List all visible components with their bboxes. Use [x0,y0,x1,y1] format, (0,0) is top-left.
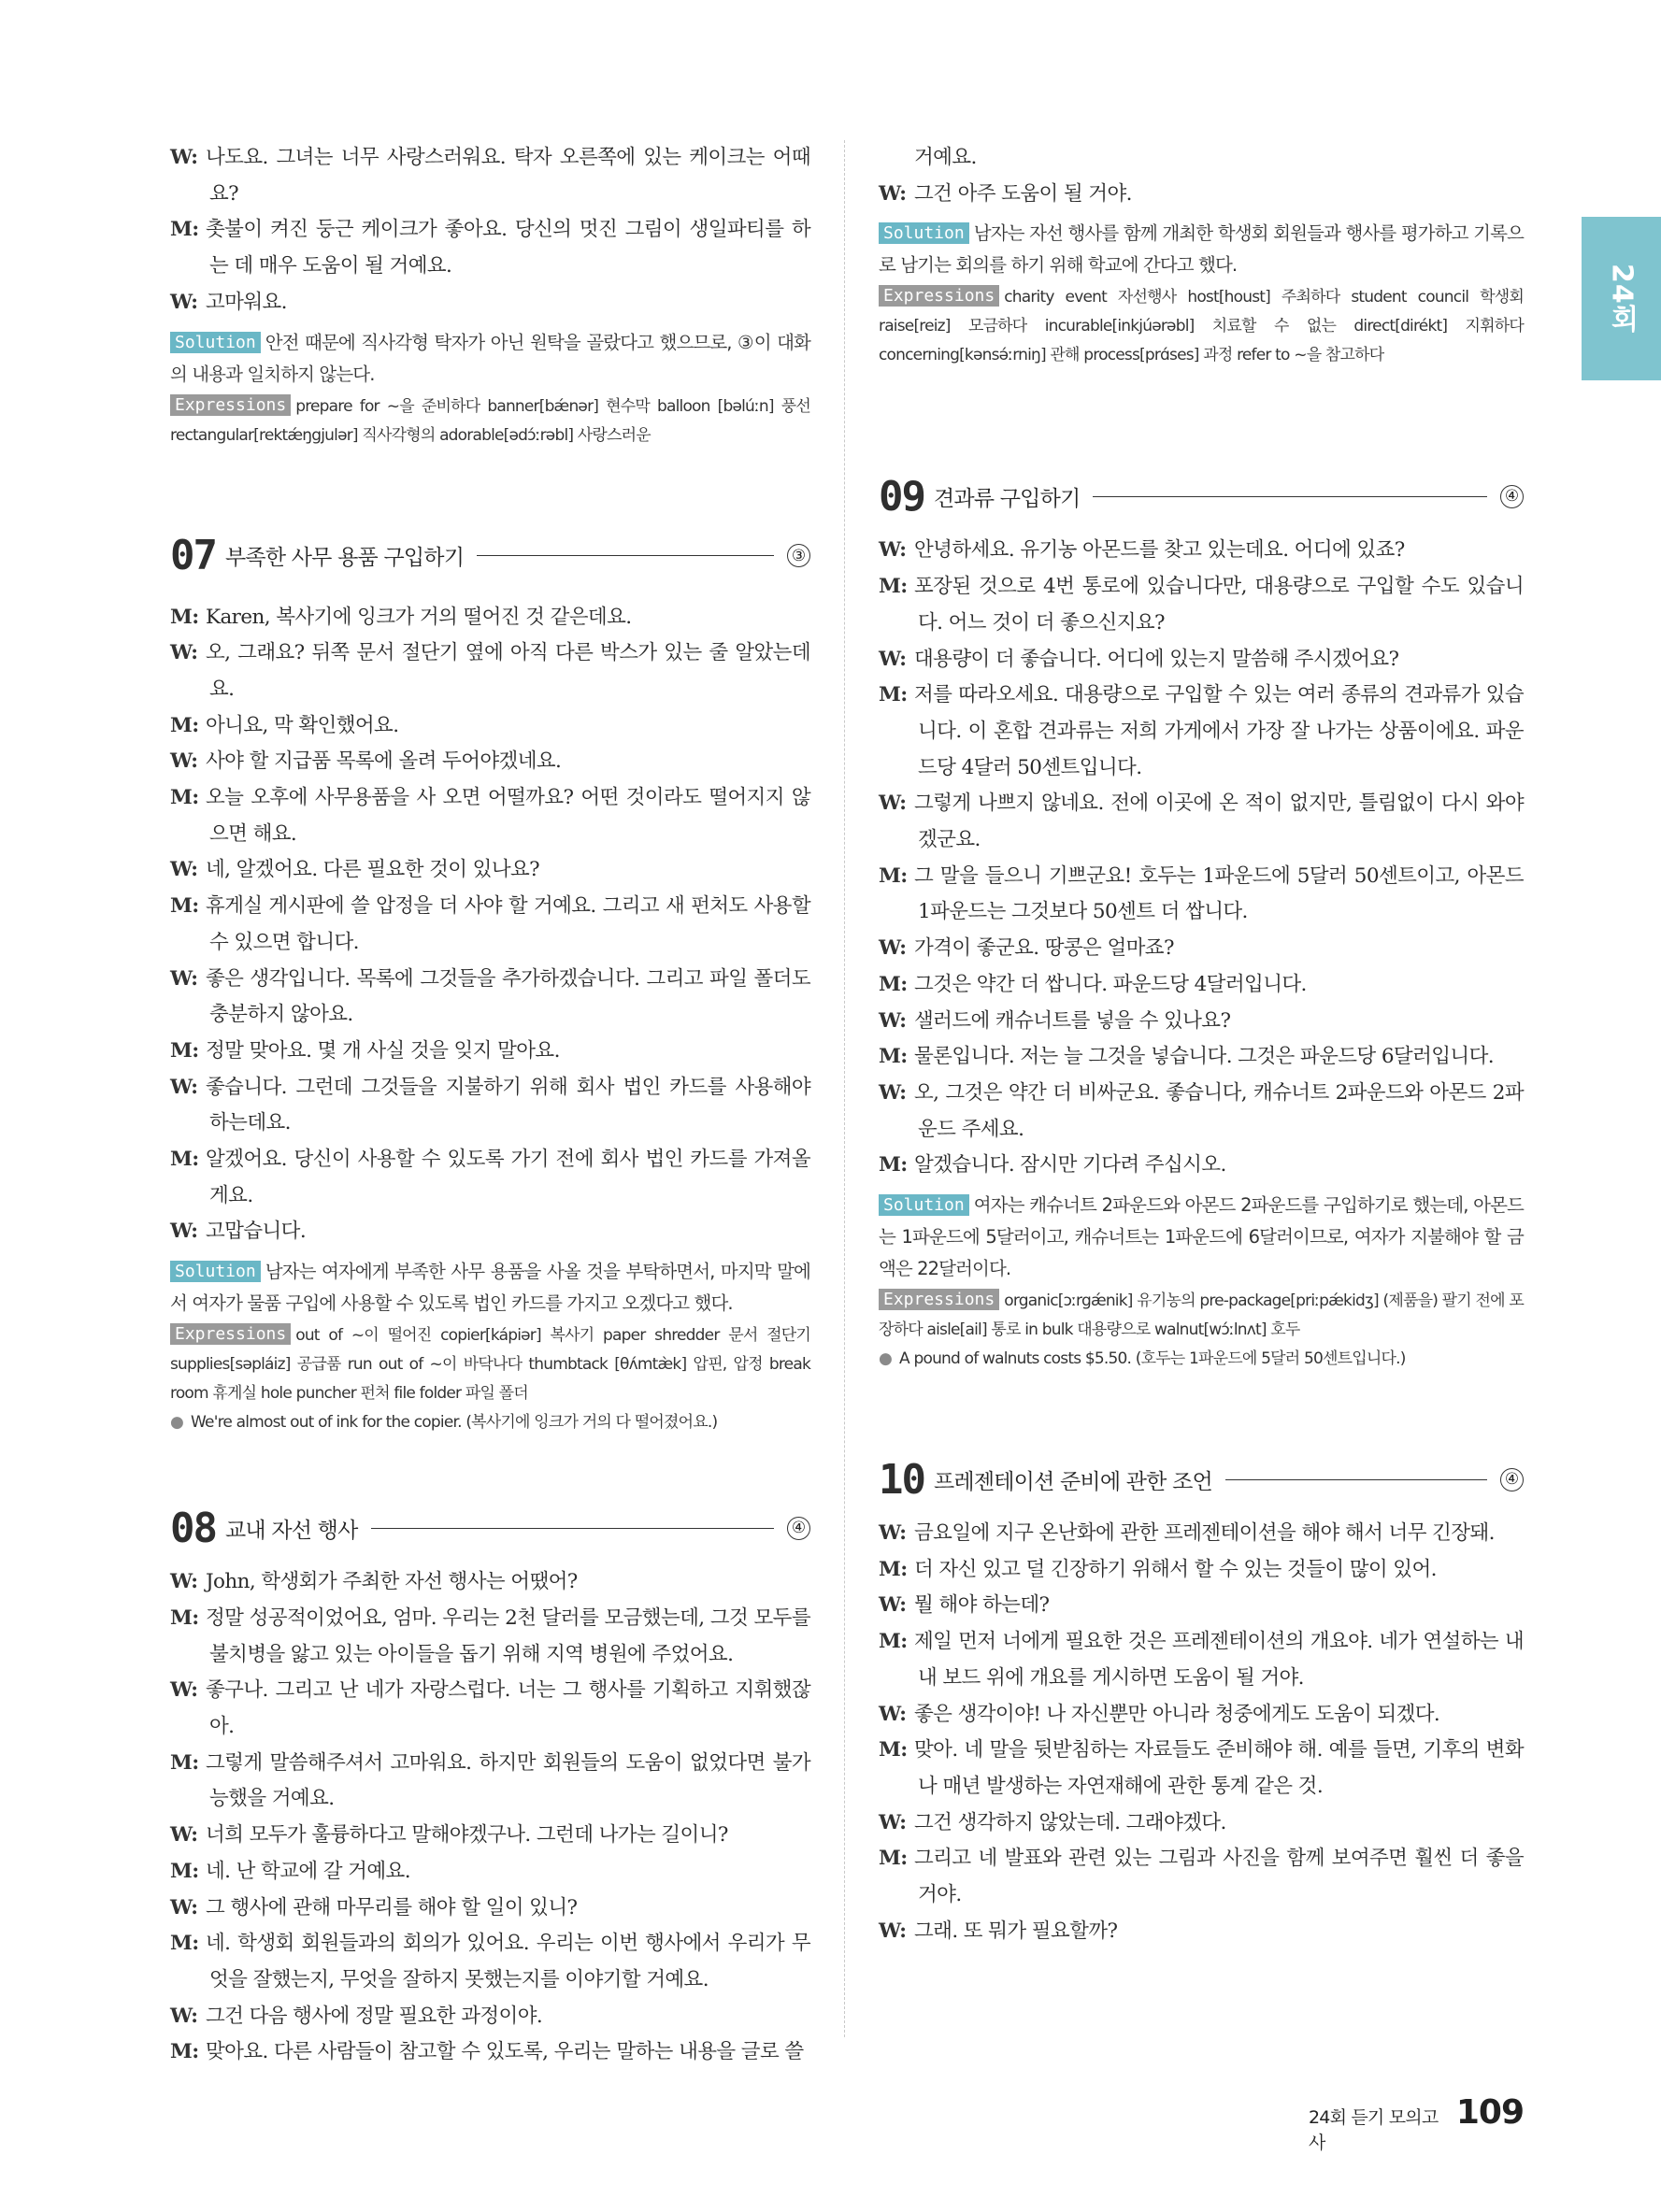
dialogue-line [879,1588,1524,1624]
question-title: 부족한 사무 용품 구입하기 [224,546,465,571]
speaker-label: M: [170,713,199,737]
speaker-label: M: [170,1750,199,1775]
dialogue-line [170,140,810,212]
dialogue-text: 그렇게 말씀해주셔서 고마워요. 하지만 회원들의 도움이 없었다면 불가능했을 거예요. [206,1750,810,1811]
solution-text: 남자는 자선 행사를 함께 개최한 학생회 회원들과 행사를 평가하고 기록으로 남기는 회의를 하기 위해 학교에 간다고 했다. [879,222,1524,277]
speaker-label: W: [879,792,907,816]
chapter-tab: 24회 [1582,217,1661,380]
header-rule [1093,496,1487,497]
dialogue-line [170,744,810,780]
bullet-icon: ● [879,1349,893,1369]
speaker-label: M: [170,1038,199,1063]
dialogue-line [879,1805,1524,1842]
speaker-label: W: [170,290,198,314]
expressions-tag: Expressions [879,285,999,307]
dialogue-line [170,1926,810,1998]
dialogue-line [879,177,1524,213]
speaker-label: M: [879,1045,908,1069]
dialogue-line [879,967,1524,1004]
header-rule [1225,1479,1487,1480]
speaker-label: W: [879,538,907,563]
dialogue-text: 그리고 네 발표와 관련 있는 그림과 사진을 함께 보여주면 훨씬 더 좋을 거야. [914,1847,1524,1907]
dialogue-line [170,212,810,284]
speaker-label: M: [879,972,908,996]
answer-circle: ④ [1500,1468,1524,1491]
column-divider [844,140,845,2037]
expressions-text: charity event 자선행사 host[houst] 주최하다 student council 학생회 raise[reiz] 모금하다 incurable[inkjúərəbl] 치료할 수 없는 direct[dirékt] 지휘하다 concerning[kənsə́ːrniŋ] 관해 process[prɑ́ses] 과정 refer to ~을 참고하다 [879,288,1524,365]
expressions-note [879,1287,1524,1345]
page-footer [1309,2093,1524,2154]
dialogue-line [170,1999,810,2035]
dialogue-line [170,600,810,636]
dialogue-line [879,1841,1524,1913]
dialogue-text: 포장된 것으로 4번 통로에 있습니다만, 대용량으로 구입할 수도 있습니다. 어느 것이 더 좋으신지요? [914,575,1524,635]
dialogue-text: 오늘 오후에 사무용품을 사 오면 어떨까요? 어떤 것이라도 떨어지지 않으면 해요. [206,786,810,846]
dialogue-text: 그건 아주 도움이 될 거야. [914,181,1132,206]
question-header-08 [170,1495,810,1561]
dialogue-text: 휴게실 게시판에 쓸 압정을 더 사야 할 거예요. 그리고 새 펀처도 사용할 수 있으면 합니다. [206,894,810,954]
dialogue-text: 가격이 좋군요. 땅콩은 얼마죠? [914,936,1174,961]
dialogue-line [170,1564,810,1601]
header-rule [477,555,774,556]
solution-text: 남자는 여자에게 부족한 사무 용품을 사올 것을 부탁하면서, 마지막 말에서 여자가 물품 구입에 사용할 수 있도록 법인 카드를 가지고 오겠다고 했다. [170,1261,810,1315]
dialogue-text: 사야 할 지급품 목록에 올려 두어야겠네요. [206,749,562,774]
dialogue-line [879,1076,1524,1148]
dialogue-line [170,1214,810,1250]
solution-text: 여자는 캐슈너트 2파운드와 아몬드 2파운드를 구입하기로 했는데, 아몬드는 1파운드에 5달러이고, 캐슈너트는 1파운드에 6달러이므로, 여자가 지불해야 할 금액은 22달러이다. [879,1194,1524,1280]
dialogue-text: 정말 맞아요. 몇 개 사실 것을 잊지 말아요. [206,1038,560,1063]
right-column [879,140,1524,1950]
dialogue-text: 고맙습니다. [206,1220,307,1244]
solution-text: 안전 때문에 직사각형 탁자가 아닌 원탁을 골랐다고 했으므로, ③이 대화의 내용과 일치하지 않는다. [170,331,810,385]
dialogue-line [879,1552,1524,1589]
solution-tag: Solution [170,332,261,353]
dialogue-line [170,1891,810,1927]
dialogue-line [879,859,1524,931]
dialogue-text: 그 행사에 관해 마무리를 해야 할 일이 있니? [206,1895,578,1919]
dialogue-text: 물론입니다. 저는 늘 그것을 넣습니다. 그것은 파운드당 6달러입니다. [914,1045,1494,1069]
dialogue-text: 맞아. 네 말을 뒷받침하는 자료들도 준비해야 해. 예를 들면, 기후의 변화나 매년 발생하는 자연재해에 관한 통계 같은 것. [914,1738,1524,1798]
question-title: 견과류 구입하기 [933,486,1081,511]
question-number: 07 [170,532,216,580]
speaker-label: W: [170,966,198,991]
solution-tag: Solution [879,1194,969,1216]
dialogue-line [170,1673,810,1745]
dialogue-line [879,1039,1524,1076]
speaker-label: W: [879,1702,907,1726]
dialogue-line [879,569,1524,641]
speaker-label: W: [879,647,907,671]
dialogue-text: 대용량이 더 좋습니다. 어디에 있는지 말씀해 주시겠어요? [914,647,1399,671]
expressions-tag: Expressions [879,1289,999,1310]
dialogue-line [879,1516,1524,1552]
solution-note [879,218,1524,281]
dialogue-text: 좋은 생각입니다. 목록에 그것들을 추가하겠습니다. 그리고 파일 폴더도 충분하지 않아요. [206,966,810,1027]
dialogue-text: 뭘 해야 하는데? [914,1593,1050,1618]
dialogue-line [879,1148,1524,1184]
dialogue-text: 좋구나. 그리고 난 네가 자랑스럽다. 너는 그 행사를 기획하고 지휘했잖아. [206,1678,810,1738]
expressions-tag: Expressions [170,1323,291,1345]
dialogue-line [170,708,810,745]
solution-tag: Solution [170,1261,261,1282]
question-header-07 [170,523,810,589]
dialogue-line [170,1142,810,1214]
dialogue-10 [879,1516,1524,1949]
speaker-label: M: [170,1605,199,1630]
question-header-09 [879,464,1524,529]
expressions-note [170,392,810,450]
dialogue-09 [879,533,1524,1184]
speaker-label: M: [879,1847,908,1871]
example-text: A pound of walnuts costs $5.50. (호두는 1파운드에 5달러 50센트입니다.) [899,1349,1406,1369]
speaker-label: W: [879,181,907,206]
solution-note [170,327,810,391]
dialogue-line [879,1733,1524,1805]
page-number: 109 [1455,2093,1524,2132]
dialogue-text: Karen, 복사기에 잉크가 거의 떨어진 것 같은데요. [206,605,632,629]
dialogue-line [170,285,810,321]
speaker-label: M: [879,1153,908,1177]
dialogue-line [879,140,1524,177]
dialogue-text: 네, 알겠어요. 다른 필요한 것이 있나요? [206,858,540,882]
speaker-label: W: [879,1810,907,1834]
dialogue-line [879,1914,1524,1950]
speaker-label: M: [879,683,908,707]
bullet-icon: ● [170,1413,184,1433]
dialogue-line [879,1624,1524,1696]
answer-circle: ④ [1500,485,1524,508]
speaker-label: M: [879,575,908,599]
speaker-label: W: [170,749,198,774]
dialogue-text: 네. 학생회 회원들과의 회의가 있어요. 우리는 이번 행사에서 우리가 무엇을 잘했는지, 무엇을 잘하지 못했는지를 이야기할 거예요. [206,1932,810,1991]
dialogue-text: 촛불이 켜진 둥근 케이크가 좋아요. 당신의 멋진 그림이 생일파티를 하는 데 매우 도움이 될 거예요. [206,218,810,278]
dialogue-line [879,931,1524,967]
expressions-text: out of ~이 떨어진 copier[kápiər] 복사기 paper shredder 문서 절단기 supplies[səpláiz] 공급품 run out of ~이 바닥나다 thumbtack [θʌ́mtæ̀k] 압핀, 압정 break room 휴게실 hole puncher 펀처 file folder 파일 폴더 [170,1326,810,1404]
speaker-label: M: [170,1932,199,1956]
speaker-label: W: [170,641,198,665]
speaker-label: M: [170,218,199,242]
dialogue-text: 샐러드에 캐슈너트를 넣을 수 있나요? [914,1008,1231,1033]
question-number: 08 [170,1504,216,1552]
dialogue-line [170,962,810,1034]
speaker-label: M: [879,1557,908,1581]
dialogue-line [170,852,810,889]
expressions-note [170,1321,810,1408]
dialogue-text: 거예요. [914,146,977,169]
speaker-label: W: [170,1823,198,1848]
dialogue-text: 오, 그래요? 뒤쪽 문서 절단기 옆에 아직 다른 박스가 있는 줄 알았는데요. [206,641,810,701]
dialogue-line [879,786,1524,858]
example-sentence [170,1408,810,1437]
speaker-label: W: [170,1075,198,1099]
speaker-label: W: [170,1220,198,1244]
dialogue-line [170,635,810,707]
speaker-label: M: [879,863,908,888]
dialogue-line [879,1004,1524,1040]
speaker-label: W: [879,1521,907,1546]
dialogue-line [879,533,1524,569]
dialogue-line [170,2034,810,2071]
speaker-label: M: [170,1859,199,1883]
speaker-label: W: [170,858,198,882]
expressions-text: organic[ɔːrgǽnik] 유기농의 pre-package[priːpǽkidʒ] (제품을) 팔기 전에 포장하다 aisle[ail] 통로 in bulk 대용량으로 walnut[wɔ́ːlnʌt] 호두 [879,1292,1524,1340]
dialogue-line [170,780,810,852]
example-text: We're almost out of ink for the copier. (복사기에 잉크가 거의 다 떨어졌어요.) [191,1413,718,1433]
question-header-10 [879,1447,1524,1512]
dialogue-text: 고마워요. [206,290,287,314]
dialogue-line [879,642,1524,678]
question-title: 교내 자선 행사 [224,1518,358,1543]
speaker-label: M: [170,2040,199,2064]
header-rule [371,1528,774,1529]
dialogue-text: 더 자신 있고 덜 긴장하기 위해서 할 수 있는 것들이 많이 있어. [914,1557,1437,1581]
dialogue-text: 오, 그것은 약간 더 비싸군요. 좋습니다, 캐슈너트 2파운드와 아몬드 2파운드 주세요. [914,1080,1524,1141]
speaker-label: W: [170,1570,198,1594]
dialogue-07 [170,600,810,1251]
dialogue-text: 금요일에 지구 온난화에 관한 프레젠테이션을 해야 해서 너무 긴장돼. [914,1521,1495,1546]
dialogue-text: 알겠습니다. 잠시만 기다려 주십시오. [914,1153,1226,1177]
dialogue-text: 그렇게 나쁘지 않네요. 전에 이곳에 온 적이 없지만, 틀림없이 다시 와야겠군요. [914,792,1524,852]
dialogue-text: 그 말을 들으니 기쁘군요! 호두는 1파운드에 5달러 50센트이고, 아몬드 1파운드는 그것보다 50센트 더 쌉니다. [914,863,1524,924]
speaker-label: W: [879,936,907,961]
dialogue-line [170,1601,810,1673]
answer-circle: ③ [787,544,810,567]
speaker-label: M: [170,786,199,810]
dialogue-line [170,1070,810,1142]
dialogue-text: 맞아요. 다른 사람들이 참고할 수 있도록, 우리는 말하는 내용을 글로 쓸 [206,2040,804,2064]
dialogue-continuation [170,140,810,321]
dialogue-text: 너희 모두가 훌륭하다고 말해야겠구나. 그런데 나가는 길이니? [206,1823,728,1848]
speaker-label: W: [879,1593,907,1618]
expressions-text: prepare for ~을 준비하다 banner[bǽnər] 현수막 balloon [bəlúːn] 풍선 rectangular[rektǽŋgjulər] 직사각형의 adorable[ədɔ́ːrəbl] 사랑스러운 [170,396,810,445]
dialogue-text: 네. 난 학교에 갈 거예요. [206,1859,410,1883]
dialogue-text: 좋습니다. 그런데 그것들을 지불하기 위해 회사 법인 카드를 사용해야 하는데요. [206,1075,810,1135]
speaker-label: W: [170,1895,198,1919]
dialogue-line [879,1697,1524,1734]
dialogue-line [170,1746,810,1818]
dialogue-text: John, 학생회가 주최한 자선 행사는 어땠어? [206,1570,578,1594]
speaker-label: M: [170,605,199,629]
dialogue-text: 정말 성공적이었어요, 엄마. 우리는 2천 달러를 모금했는데, 그것 모두를 불치병을 앓고 있는 아이들을 돕기 위해 지역 병원에 주었어요. [206,1605,810,1666]
dialogue-text: 그것은 약간 더 쌉니다. 파운드당 4달러입니다. [914,972,1307,996]
speaker-label: W: [170,146,198,169]
dialogue-text: 저를 따라오세요. 대용량으로 구입할 수 있는 여러 종류의 견과류가 있습니다. 이 혼합 견과류는 저희 가게에서 가장 잘 나가는 상품이에요. 파운드당 4달러 50센트입니다. [914,683,1524,779]
dialogue-text: 나도요. 그녀는 너무 사랑스러워요. 탁자 오른쪽에 있는 케이크는 어때요? [206,146,810,206]
expressions-tag: Expressions [170,394,291,416]
speaker-label: W: [170,2004,198,2028]
speaker-label: W: [879,1080,907,1105]
dialogue-text: 제일 먼저 너에게 필요한 것은 프레젠테이션의 개요야. 네가 연설하는 내내 보드 위에 개요를 게시하면 도움이 될 거야. [914,1630,1524,1690]
solution-note [170,1256,810,1320]
dialogue-text: 안녕하세요. 유기농 아몬드를 찾고 있는데요. 어디에 있죠? [914,538,1405,563]
expressions-note [879,283,1524,370]
speaker-label: W: [879,1919,907,1943]
question-number: 09 [879,472,924,521]
dialogue-line [170,889,810,961]
dialogue-continuation [879,140,1524,212]
speaker-label: W: [879,1008,907,1033]
speaker-label: M: [879,1738,908,1762]
dialogue-08 [170,1564,810,2071]
solution-note [879,1190,1524,1285]
speaker-label: M: [170,894,199,919]
dialogue-line [879,678,1524,786]
question-title: 프레젠테이션 준비에 관한 조언 [933,1469,1212,1494]
dialogue-line [170,1854,810,1891]
speaker-label: M: [170,1148,199,1172]
dialogue-line [170,1818,810,1854]
dialogue-text: 그건 생각하지 않았는데. 그래야겠다. [914,1810,1226,1834]
speaker-label: W: [170,1678,198,1703]
dialogue-text: 아니요, 막 확인했어요. [206,713,399,737]
dialogue-text: 알겠어요. 당신이 사용할 수 있도록 가기 전에 회사 법인 카드를 가져올게요. [206,1148,810,1207]
dialogue-line [170,1034,810,1070]
dialogue-text: 그래. 또 뭐가 필요할까? [914,1919,1118,1943]
dialogue-text: 그건 다음 행사에 정말 필요한 과정이야. [206,2004,543,2028]
footer-label: 24회 듣기 모의고사 [1309,2107,1439,2153]
speaker-label: M: [879,1630,908,1654]
example-sentence [879,1345,1524,1374]
dialogue-text: 좋은 생각이야! 나 자신뿐만 아니라 청중에게도 도움이 되겠다. [914,1702,1440,1726]
solution-tag: Solution [879,222,969,244]
left-column [170,140,810,2071]
question-number: 10 [879,1455,924,1504]
answer-circle: ④ [787,1517,810,1540]
